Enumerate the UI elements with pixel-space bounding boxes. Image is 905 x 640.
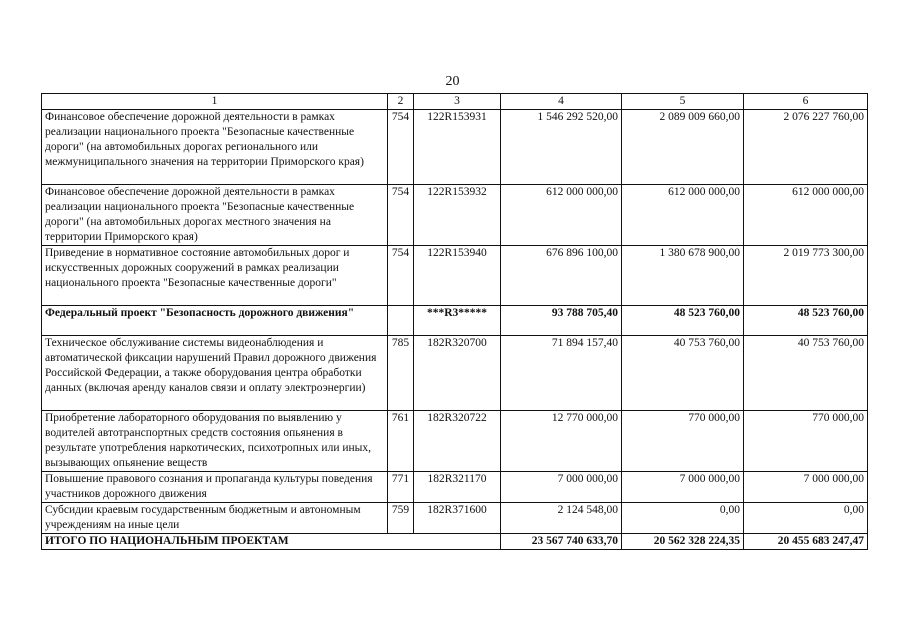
total-amount-col6: 20 455 683 247,47: [744, 534, 868, 550]
row-name: Повышение правового сознания и пропаганда культуры поведения участников дорожного движения: [42, 472, 388, 503]
total-row: [42, 534, 868, 550]
column-header: 6: [744, 94, 868, 110]
column-header: 1: [42, 94, 388, 110]
table-row: [42, 503, 868, 534]
total-label: ИТОГО ПО НАЦИОНАЛЬНЫМ ПРОЕКТАМ: [42, 534, 501, 550]
column-header: 5: [622, 94, 744, 110]
column-header: 4: [501, 94, 622, 110]
row-amount-col5: 7 000 000,00: [622, 472, 744, 503]
total-amount-col5: 20 562 328 224,35: [622, 534, 744, 550]
row-target-code: 122R153932: [414, 185, 501, 246]
row-code: 754: [388, 246, 414, 306]
budget-table: [41, 93, 868, 550]
row-amount-col6: 7 000 000,00: [744, 472, 868, 503]
row-target-code: ***R3*****: [414, 306, 501, 336]
column-header: 3: [414, 94, 501, 110]
row-amount-col6: 770 000,00: [744, 411, 868, 472]
row-amount-col6: 48 523 760,00: [744, 306, 868, 336]
row-amount-col6: 40 753 760,00: [744, 336, 868, 411]
row-name: Техническое обслуживание системы видеонаблюдения и автоматической фиксации нарушений Правил дорожного движения Российской Федерации, а также оборудования центра обработки данных (включая аренду каналов связи и оплату электроэнергии): [42, 336, 388, 411]
row-name: Приобретение лабораторного оборудования по выявлению у водителей автотранспортных средств состояния опьянения в результате употребления наркотических, психотропных или иных, вызывающих опьянение веществ: [42, 411, 388, 472]
page-number: 20: [445, 74, 460, 89]
row-amount-col5: 40 753 760,00: [622, 336, 744, 411]
row-target-code: 182R320722: [414, 411, 501, 472]
row-code: 771: [388, 472, 414, 503]
total-amount-col4: 23 567 740 633,70: [501, 534, 622, 550]
row-code: 761: [388, 411, 414, 472]
row-name: Федеральный проект "Безопасность дорожного движения": [42, 306, 388, 336]
table-row: [42, 472, 868, 503]
row-code: 785: [388, 336, 414, 411]
row-amount-col5: 612 000 000,00: [622, 185, 744, 246]
row-name: Финансовое обеспечение дорожной деятельности в рамках реализации национального проекта "Безопасные качественные дороги" (на автомобильных дорогах регионального или межмуниципального значения на территории Приморского края): [42, 110, 388, 185]
section-row: [42, 306, 868, 336]
column-header: 2: [388, 94, 414, 110]
row-target-code: 122R153931: [414, 110, 501, 185]
row-name: Финансовое обеспечение дорожной деятельности в рамках реализации национального проекта "Безопасные качественные дороги" (на автомобильных дорогах местного значения на территории Приморского края): [42, 185, 388, 246]
table-row: [42, 185, 868, 246]
header-row: [42, 94, 868, 110]
table-row: [42, 336, 868, 411]
row-amount-col4: 1 546 292 520,00: [501, 110, 622, 185]
row-amount-col6: 2 076 227 760,00: [744, 110, 868, 185]
table-row: [42, 411, 868, 472]
row-amount-col6: 0,00: [744, 503, 868, 534]
row-target-code: 122R153940: [414, 246, 501, 306]
row-amount-col6: 612 000 000,00: [744, 185, 868, 246]
row-amount-col5: 1 380 678 900,00: [622, 246, 744, 306]
row-amount-col5: 48 523 760,00: [622, 306, 744, 336]
row-amount-col4: 7 000 000,00: [501, 472, 622, 503]
row-target-code: 182R321170: [414, 472, 501, 503]
row-amount-col4: 2 124 548,00: [501, 503, 622, 534]
row-target-code: 182R371600: [414, 503, 501, 534]
row-amount-col6: 2 019 773 300,00: [744, 246, 868, 306]
row-name: Субсидии краевым государственным бюджетным и автономным учреждениям на иные цели: [42, 503, 388, 534]
table-row: [42, 110, 868, 185]
table-row: [42, 246, 868, 306]
row-code: 759: [388, 503, 414, 534]
row-name: Приведение в нормативное состояние автомобильных дорог и искусственных дорожных сооружений в рамках реализации национального проекта "Безопасные качественные дороги": [42, 246, 388, 306]
row-amount-col5: 2 089 009 660,00: [622, 110, 744, 185]
row-amount-col4: 676 896 100,00: [501, 246, 622, 306]
row-code: 754: [388, 185, 414, 246]
row-amount-col4: 612 000 000,00: [501, 185, 622, 246]
row-code: 754: [388, 110, 414, 185]
row-amount-col5: 0,00: [622, 503, 744, 534]
row-code: [388, 306, 414, 336]
row-amount-col4: 93 788 705,40: [501, 306, 622, 336]
row-amount-col4: 71 894 157,40: [501, 336, 622, 411]
row-target-code: 182R320700: [414, 336, 501, 411]
row-amount-col4: 12 770 000,00: [501, 411, 622, 472]
row-amount-col5: 770 000,00: [622, 411, 744, 472]
